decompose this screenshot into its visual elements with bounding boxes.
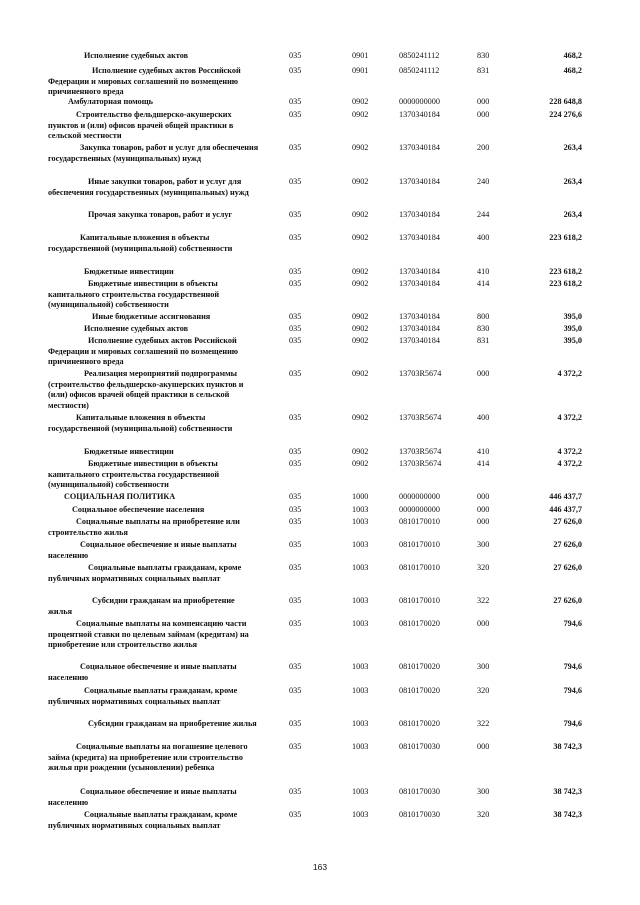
- section-code: 1003: [352, 742, 369, 751]
- target-article-code: 0850241112: [399, 66, 440, 75]
- expense-type-code: 831: [477, 336, 490, 345]
- target-article-code: 0810170020: [399, 619, 440, 628]
- ved-code: 035: [289, 540, 302, 549]
- section-code: 0902: [352, 210, 369, 219]
- ved-code: 035: [289, 210, 302, 219]
- target-article-code: 0810170010: [399, 517, 440, 526]
- row-name: СОЦИАЛЬНАЯ ПОЛИТИКА: [64, 492, 176, 501]
- section-code: 0901: [352, 51, 369, 60]
- amount-value: 27 626,0: [553, 517, 582, 526]
- expense-type-code: 000: [477, 369, 490, 378]
- amount-value: 27 626,0: [553, 596, 582, 605]
- ved-code: 035: [289, 505, 302, 514]
- ved-code: 035: [289, 596, 302, 605]
- section-code: 0902: [352, 447, 369, 456]
- expense-type-code: 300: [477, 662, 490, 671]
- amount-value: 395,0: [563, 312, 582, 321]
- expense-type-code: 320: [477, 810, 490, 819]
- expense-type-code: 830: [477, 324, 490, 333]
- section-code: 1003: [352, 686, 369, 695]
- expense-type-code: 300: [477, 540, 490, 549]
- expense-type-code: 800: [477, 312, 490, 321]
- row-name: Социальные выплаты на приобретение или строительство жилья: [48, 517, 240, 537]
- amount-value: 395,0: [563, 336, 582, 345]
- section-code: 1003: [352, 810, 369, 819]
- row-name: Бюджетные инвестиции в объекты капитального строительства государственной (муниципальной) собственности: [48, 459, 220, 490]
- target-article-code: 0000000000: [399, 505, 440, 514]
- row-name: Бюджетные инвестиции: [84, 267, 174, 276]
- row-name: Иные закупки товаров, работ и услуг для обеспечения государственных (муниципальных) нужд: [48, 177, 249, 197]
- expense-type-code: 400: [477, 413, 490, 422]
- row-name: Социальное обеспечение и иные выплаты населению: [48, 787, 237, 807]
- section-code: 0902: [352, 143, 369, 152]
- expense-type-code: 414: [477, 279, 490, 288]
- expense-type-code: 000: [477, 619, 490, 628]
- amount-value: 263,4: [563, 177, 582, 186]
- expense-type-code: 414: [477, 459, 490, 468]
- ved-code: 035: [289, 459, 302, 468]
- expense-type-code: 831: [477, 66, 490, 75]
- target-article-code: 13703R5674: [399, 459, 442, 468]
- expense-type-code: 000: [477, 505, 490, 514]
- amount-value: 38 742,3: [553, 742, 582, 751]
- expense-type-code: 244: [477, 210, 490, 219]
- section-code: 1003: [352, 505, 369, 514]
- ved-code: 035: [289, 324, 302, 333]
- row-name: Прочая закупка товаров, работ и услуг: [88, 210, 233, 219]
- section-code: 1003: [352, 662, 369, 671]
- ved-code: 035: [289, 369, 302, 378]
- section-code: 0902: [352, 97, 369, 106]
- target-article-code: 1370340184: [399, 233, 440, 242]
- row-name: Исполнение судебных актов Российской Федерации и мировых соглашений по возмещению причиненного вреда: [48, 66, 241, 97]
- section-code: 1003: [352, 540, 369, 549]
- expense-type-code: 000: [477, 97, 490, 106]
- row-name: Исполнение судебных актов: [84, 51, 189, 60]
- amount-value: 468,2: [563, 51, 582, 60]
- amount-value: 468,2: [563, 66, 582, 75]
- row-name: Бюджетные инвестиции в объекты капитального строительства государственной (муниципальной) собственности: [48, 279, 220, 310]
- section-code: 1003: [352, 619, 369, 628]
- expense-type-code: 000: [477, 492, 490, 501]
- row-name: Социальные выплаты гражданам, кроме публичных нормативных социальных выплат: [48, 563, 242, 583]
- row-name: Капитальные вложения в объекты государственной (муниципальной) собственности: [48, 413, 233, 433]
- target-article-code: 0000000000: [399, 97, 440, 106]
- row-name: Закупка товаров, работ и услуг для обеспечения государственных (муниципальных) нужд: [48, 143, 259, 163]
- expense-type-code: 400: [477, 233, 490, 242]
- expense-type-code: 830: [477, 51, 490, 60]
- amount-value: 4 372,2: [557, 459, 582, 468]
- amount-value: 794,6: [563, 619, 582, 628]
- expense-type-code: 000: [477, 110, 490, 119]
- amount-value: 446 437,7: [549, 492, 582, 501]
- ved-code: 035: [289, 233, 302, 242]
- target-article-code: 0810170030: [399, 742, 440, 751]
- amount-value: 263,4: [563, 143, 582, 152]
- amount-value: 263,4: [563, 210, 582, 219]
- section-code: 1000: [352, 492, 369, 501]
- expense-type-code: 000: [477, 742, 490, 751]
- expense-type-code: 320: [477, 686, 490, 695]
- ved-code: 035: [289, 619, 302, 628]
- target-article-code: 0810170010: [399, 596, 440, 605]
- amount-value: 38 742,3: [553, 787, 582, 796]
- target-article-code: 0810170020: [399, 719, 440, 728]
- expense-type-code: 240: [477, 177, 490, 186]
- amount-value: 794,6: [563, 662, 582, 671]
- section-code: 1003: [352, 517, 369, 526]
- row-name: Иные бюджетные ассигнования: [92, 312, 211, 321]
- section-code: 1003: [352, 596, 369, 605]
- section-code: 0902: [352, 336, 369, 345]
- expense-type-code: 300: [477, 787, 490, 796]
- ved-code: 035: [289, 413, 302, 422]
- ved-code: 035: [289, 742, 302, 751]
- amount-value: 794,6: [563, 686, 582, 695]
- amount-value: 794,6: [563, 719, 582, 728]
- target-article-code: 0810170020: [399, 662, 440, 671]
- amount-value: 4 372,2: [557, 413, 582, 422]
- ved-code: 035: [289, 447, 302, 456]
- ved-code: 035: [289, 66, 302, 75]
- target-article-code: 1370340184: [399, 324, 440, 333]
- section-code: 0901: [352, 66, 369, 75]
- row-name: Капитальные вложения в объекты государственной (муниципальной) собственности: [48, 233, 233, 253]
- row-name: Социальные выплаты на погашение целевого займа (кредита) на приобретение или строительство жилья при рождении (усыновлении) ребенка: [48, 742, 248, 773]
- target-article-code: 0810170010: [399, 563, 440, 572]
- target-article-code: 13703R5674: [399, 447, 442, 456]
- amount-value: 27 626,0: [553, 540, 582, 549]
- ved-code: 035: [289, 686, 302, 695]
- target-article-code: 0810170030: [399, 810, 440, 819]
- target-article-code: 13703R5674: [399, 369, 442, 378]
- ved-code: 035: [289, 563, 302, 572]
- target-article-code: 1370340184: [399, 210, 440, 219]
- ved-code: 035: [289, 517, 302, 526]
- ved-code: 035: [289, 177, 302, 186]
- ved-code: 035: [289, 787, 302, 796]
- row-name: Исполнение судебных актов Российской Федерации и мировых соглашений по возмещению причиненного вреда: [48, 336, 239, 367]
- ved-code: 035: [289, 110, 302, 119]
- section-code: 0902: [352, 324, 369, 333]
- section-code: 0902: [352, 267, 369, 276]
- section-code: 1003: [352, 787, 369, 796]
- row-name: Социальные выплаты гражданам, кроме публичных нормативных социальных выплат: [48, 810, 238, 830]
- amount-value: 38 742,3: [553, 810, 582, 819]
- ved-code: 035: [289, 810, 302, 819]
- ved-code: 035: [289, 336, 302, 345]
- amount-value: 223 618,2: [549, 233, 582, 242]
- section-code: 1003: [352, 563, 369, 572]
- target-article-code: 0810170010: [399, 540, 440, 549]
- ved-code: 035: [289, 719, 302, 728]
- target-article-code: 0810170030: [399, 787, 440, 796]
- section-code: 0902: [352, 369, 369, 378]
- ved-code: 035: [289, 312, 302, 321]
- row-name: Строительство фельдшерско-акушерских пунктов и (или) офисов врачей общей практики в сельской местности: [48, 110, 234, 141]
- expense-type-code: 000: [477, 517, 490, 526]
- amount-value: 27 626,0: [553, 563, 582, 572]
- page-number: 163: [312, 862, 328, 872]
- ved-code: 035: [289, 662, 302, 671]
- row-name: Социальное обеспечение и иные выплаты населению: [48, 662, 237, 682]
- target-article-code: 1370340184: [399, 110, 440, 119]
- expense-type-code: 322: [477, 719, 490, 728]
- target-article-code: 0850241112: [399, 51, 440, 60]
- row-name: Бюджетные инвестиции: [84, 447, 174, 456]
- ved-code: 035: [289, 97, 302, 106]
- amount-value: 4 372,2: [557, 447, 582, 456]
- expense-type-code: 410: [477, 447, 490, 456]
- section-code: 0902: [352, 279, 369, 288]
- ved-code: 035: [289, 51, 302, 60]
- row-name: Социальное обеспечение и иные выплаты населению: [48, 540, 237, 560]
- amount-value: 4 372,2: [557, 369, 582, 378]
- ved-code: 035: [289, 492, 302, 501]
- row-name: Субсидии гражданам на приобретение жилья: [48, 596, 235, 616]
- row-name: Исполнение судебных актов: [84, 324, 189, 333]
- expense-type-code: 320: [477, 563, 490, 572]
- section-code: 0902: [352, 413, 369, 422]
- section-code: 0902: [352, 110, 369, 119]
- target-article-code: 0000000000: [399, 492, 440, 501]
- expense-type-code: 410: [477, 267, 490, 276]
- row-name: Амбулаторная помощь: [68, 97, 153, 106]
- target-article-code: 1370340184: [399, 143, 440, 152]
- row-name: Субсидии гражданам на приобретение жилья: [88, 719, 257, 728]
- amount-value: 223 618,2: [549, 267, 582, 276]
- target-article-code: 1370340184: [399, 312, 440, 321]
- section-code: 0902: [352, 233, 369, 242]
- expense-type-code: 322: [477, 596, 490, 605]
- ved-code: 035: [289, 279, 302, 288]
- section-code: 1003: [352, 719, 369, 728]
- amount-value: 228 648,8: [549, 97, 582, 106]
- target-article-code: 1370340184: [399, 279, 440, 288]
- amount-value: 395,0: [563, 324, 582, 333]
- amount-value: 446 437,7: [549, 505, 582, 514]
- row-name: Социальное обеспечение населения: [72, 505, 205, 514]
- ved-code: 035: [289, 267, 302, 276]
- section-code: 0902: [352, 312, 369, 321]
- target-article-code: 1370340184: [399, 177, 440, 186]
- target-article-code: 0810170020: [399, 686, 440, 695]
- row-name: Социальные выплаты на компенсацию части процентной ставки по целевым займам (кредитам) на приобретение или строительство жилья: [48, 619, 249, 650]
- section-code: 0902: [352, 459, 369, 468]
- ved-code: 035: [289, 143, 302, 152]
- section-code: 0902: [352, 177, 369, 186]
- target-article-code: 1370340184: [399, 336, 440, 345]
- row-name: Социальные выплаты гражданам, кроме публичных нормативных социальных выплат: [48, 686, 238, 706]
- row-name: Реализация мероприятий подпрограммы (строительство фельдшерско-акушерских пунктов и (или) офисов врачей общей практики в сельской местности): [48, 369, 244, 410]
- target-article-code: 1370340184: [399, 267, 440, 276]
- target-article-code: 13703R5674: [399, 413, 442, 422]
- expense-type-code: 200: [477, 143, 490, 152]
- amount-value: 224 276,6: [549, 110, 582, 119]
- amount-value: 223 618,2: [549, 279, 582, 288]
